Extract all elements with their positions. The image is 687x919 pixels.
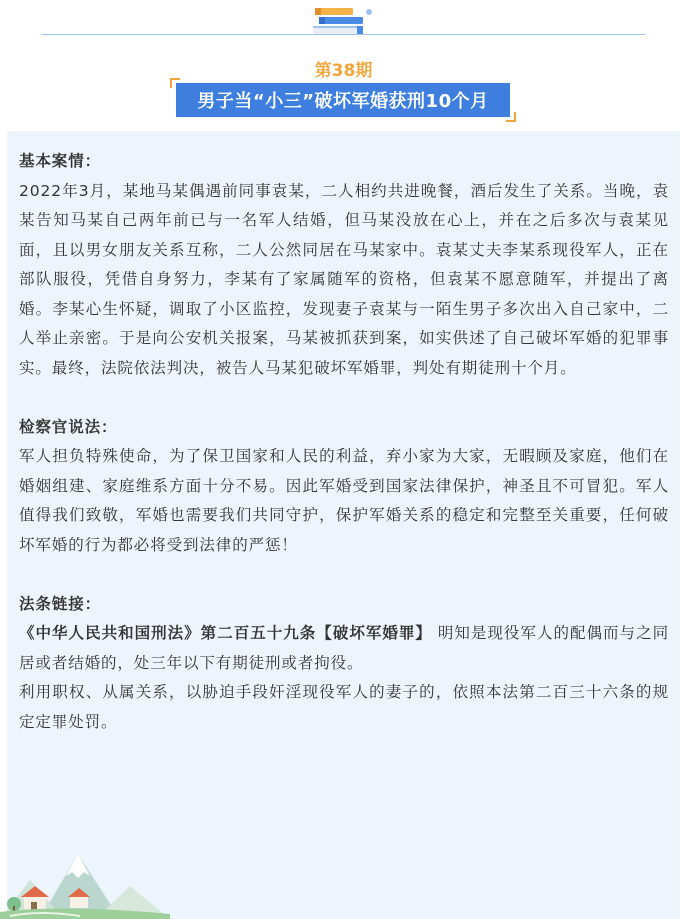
section-heading-prosecutor: 检察官说法： (19, 417, 118, 436)
books-icon (311, 6, 375, 36)
law-clause-text: 明知是现役军人的配偶而与之同居或者结婚的，处三年以下有期徒刑或者拘役。 (19, 624, 669, 672)
law-paragraph-2: 利用职权、从属关系，以胁迫手段奸淫现役军人的妻子的，依照本法第二百三十六条的规定定罪处罚。 (19, 683, 669, 731)
title-banner (170, 78, 516, 122)
article-title: 男子当“小三”破坏军婚获刑10个月 (176, 83, 510, 117)
basic-facts-paragraph: 2022年3月，某地马某偶遇前同事袁某，二人相约共进晚餐，酒后发生了关系。当晚，袁某告知马某自己两年前已与一名军人结婚，但马某没放在心上，并在之后多次与袁某见面，且以男女朋友关系互称，二人公然同居在马某家中。袁某丈夫李某系现役军人，正在部队服役，凭借自身努力，李某有了家属随军的资格，但袁某不愿意随军，并提出了离婚。李某心生怀疑，调取了小区监控，发现妻子袁某与一陌生男子多次出入自己家中，二人举止亲密。于是向公安机关报案，马某被抓获到案，如实供述了自己破坏军婚的犯罪事实。最终，法院依法判决，被告人马某犯破坏军婚罪，判处有期徒刑十个月。 (19, 181, 669, 377)
landscape-illustration (0, 846, 170, 919)
prosecutor-paragraph: 军人担负特殊使命，为了保卫国家和人民的利益，弃小家为大家，无暇顾及家庭，他们在婚姻组建、家庭维系方面十分不易。因此军婚受到国家法律保护，神圣且不可冒犯。军人值得我们致敬，军婚也需要我们共同守护，保护军婚关系的稳定和完整至关重要，任何破坏军婚的行为都必将受到法律的严惩！ (19, 447, 669, 554)
issue-number: 第38期 (314, 61, 373, 81)
law-name: 《中华人民共和国刑法》第二百五十九条【破坏军婚罪】 (19, 624, 432, 642)
section-heading-law: 法条链接： (19, 594, 102, 613)
header-divider (42, 34, 645, 35)
section-heading-basic-facts: 基本案情： (19, 152, 102, 170)
article-body (19, 147, 669, 737)
article-content (7, 131, 680, 919)
law-paragraph-1 (19, 619, 669, 678)
page-header (0, 0, 687, 128)
